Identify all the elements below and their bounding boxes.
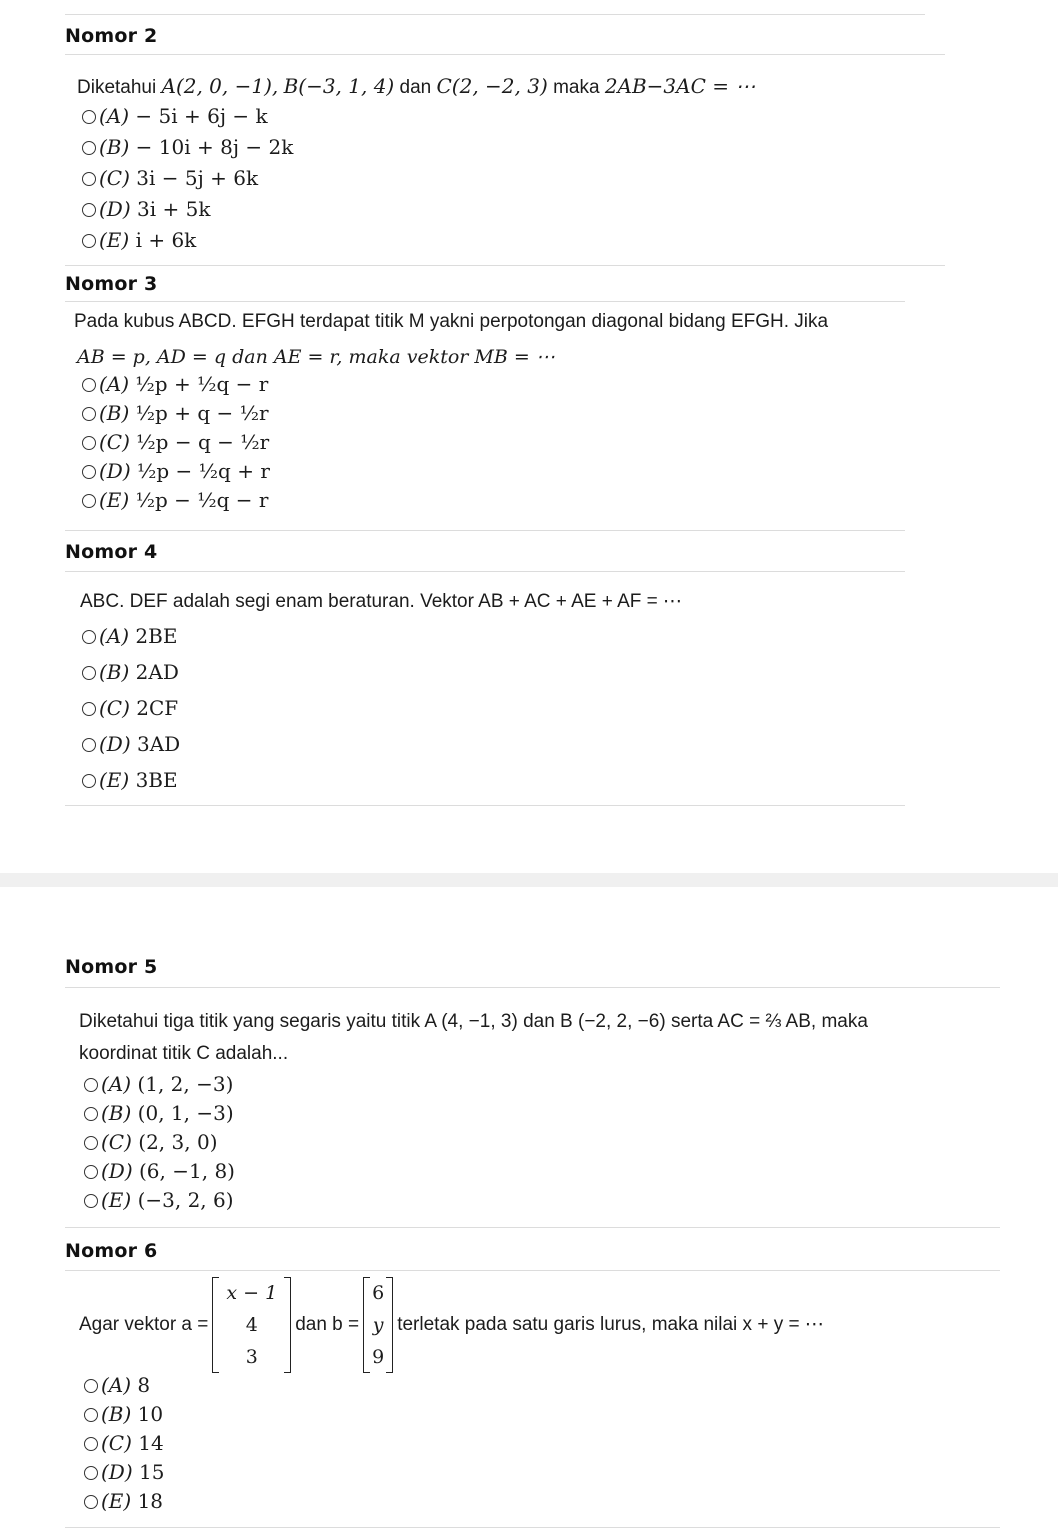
matrix-cell: y bbox=[372, 1314, 384, 1336]
answer-option[interactable] bbox=[82, 694, 178, 722]
option-label: (D) bbox=[99, 732, 131, 756]
answer-option[interactable] bbox=[82, 457, 270, 485]
option-text: ½p − ½q − r bbox=[135, 488, 269, 512]
option-label: (C) bbox=[99, 696, 130, 720]
bracket-left bbox=[212, 1277, 219, 1373]
answer-option[interactable] bbox=[82, 486, 268, 514]
option-text: ½p − ½q + r bbox=[137, 459, 270, 483]
answer-option[interactable] bbox=[84, 1487, 163, 1515]
matrix-cell: 3 bbox=[245, 1346, 258, 1368]
matrix-cell: x − 1 bbox=[226, 1282, 278, 1304]
option-label: (A) bbox=[99, 372, 130, 396]
option-text: 2CF bbox=[136, 696, 179, 720]
bracket-left bbox=[363, 1277, 370, 1373]
divider bbox=[65, 54, 945, 55]
question-stem-4: ABC. DEF adalah segi enam beraturan. Vektor AB + AC + AE + AF = ⋯ bbox=[80, 591, 682, 612]
question-title-4: Nomor 4 bbox=[65, 541, 158, 563]
divider bbox=[65, 265, 945, 266]
answer-option[interactable] bbox=[82, 658, 179, 686]
option-text: 3BE bbox=[135, 768, 178, 792]
option-label: (E) bbox=[99, 228, 130, 252]
point-c: C(2, −2, 3) bbox=[436, 74, 548, 98]
radio-button[interactable] bbox=[82, 172, 96, 186]
option-text: ½p + q − ½r bbox=[135, 401, 269, 425]
option-text: 2BE bbox=[135, 624, 178, 648]
vector-a-matrix bbox=[212, 1277, 291, 1373]
question-title-3: Nomor 3 bbox=[65, 273, 158, 295]
answer-option[interactable] bbox=[82, 730, 180, 758]
option-label: (C) bbox=[101, 1130, 132, 1154]
answer-option[interactable] bbox=[84, 1371, 150, 1399]
option-text: 10 bbox=[137, 1402, 164, 1426]
radio-button[interactable] bbox=[84, 1437, 98, 1451]
option-text: (1, 2, −3) bbox=[137, 1072, 234, 1096]
divider bbox=[65, 1527, 1000, 1528]
answer-option[interactable] bbox=[82, 622, 177, 650]
radio-button[interactable] bbox=[82, 738, 96, 752]
answer-option[interactable] bbox=[82, 226, 196, 254]
option-text: 3i − 5j + 6k bbox=[136, 166, 259, 190]
option-label: (B) bbox=[99, 135, 130, 159]
option-label: (E) bbox=[99, 488, 130, 512]
bracket-right bbox=[284, 1277, 291, 1373]
option-text: 8 bbox=[137, 1373, 151, 1397]
radio-button[interactable] bbox=[84, 1136, 98, 1150]
option-text: (2, 3, 0) bbox=[138, 1130, 218, 1154]
bracket-right bbox=[386, 1277, 393, 1373]
point-a: A(2, 0, −1), bbox=[161, 74, 279, 98]
question-title-5: Nomor 5 bbox=[65, 956, 158, 978]
option-label: (B) bbox=[99, 401, 130, 425]
radio-button[interactable] bbox=[82, 436, 96, 450]
radio-button[interactable] bbox=[84, 1165, 98, 1179]
question-title-6: Nomor 6 bbox=[65, 1240, 158, 1262]
answer-option[interactable] bbox=[82, 195, 210, 223]
radio-button[interactable] bbox=[82, 465, 96, 479]
option-label: (E) bbox=[101, 1188, 132, 1212]
divider bbox=[65, 301, 905, 302]
vector-expression: 2AB−3AC = ⋯ bbox=[604, 74, 756, 98]
option-label: (D) bbox=[101, 1159, 133, 1183]
stem-text: maka bbox=[553, 77, 600, 98]
answer-option[interactable] bbox=[82, 428, 269, 456]
answer-option[interactable] bbox=[84, 1099, 234, 1127]
option-text: − 10i + 8j − 2k bbox=[135, 135, 294, 159]
point-b: B(−3, 1, 4) bbox=[283, 74, 395, 98]
section-separator bbox=[0, 873, 1058, 887]
radio-button[interactable] bbox=[84, 1379, 98, 1393]
option-text: 2AD bbox=[135, 660, 179, 684]
radio-button[interactable] bbox=[84, 1194, 98, 1208]
option-text: (0, 1, −3) bbox=[137, 1101, 234, 1125]
answer-option[interactable] bbox=[82, 102, 268, 130]
option-label: (A) bbox=[101, 1072, 132, 1096]
radio-button[interactable] bbox=[84, 1466, 98, 1480]
option-text: 14 bbox=[138, 1431, 164, 1455]
question-stem-3-line1: Pada kubus ABCD. EFGH terdapat titik M yakni perpotongan diagonal bidang EFGH. Jika bbox=[74, 311, 829, 332]
radio-button[interactable] bbox=[84, 1107, 98, 1121]
radio-button[interactable] bbox=[82, 702, 96, 716]
option-label: (D) bbox=[99, 459, 131, 483]
answer-option[interactable] bbox=[82, 399, 269, 427]
option-text: 15 bbox=[139, 1460, 165, 1484]
radio-button[interactable] bbox=[84, 1078, 98, 1092]
divider bbox=[65, 1270, 1000, 1271]
radio-button[interactable] bbox=[82, 666, 96, 680]
option-label: (B) bbox=[99, 660, 130, 684]
radio-button[interactable] bbox=[82, 203, 96, 217]
radio-button[interactable] bbox=[82, 407, 96, 421]
option-label: (A) bbox=[99, 624, 130, 648]
option-text: 18 bbox=[137, 1489, 164, 1513]
stem-text: dan b = bbox=[295, 1314, 360, 1335]
question-stem-3-line2: AB = p, AD = q dan AE = r, maka vektor MB = ⋯ bbox=[77, 346, 555, 368]
divider bbox=[65, 530, 905, 531]
option-label: (D) bbox=[101, 1460, 133, 1484]
radio-button[interactable] bbox=[82, 774, 96, 788]
matrix-cell: 9 bbox=[372, 1346, 385, 1368]
answer-option[interactable] bbox=[82, 164, 258, 192]
radio-button[interactable] bbox=[82, 630, 96, 644]
divider bbox=[65, 987, 1000, 988]
answer-option[interactable] bbox=[84, 1070, 233, 1098]
question-stem-6 bbox=[79, 1277, 824, 1373]
option-text: ½p + ½q − r bbox=[135, 372, 269, 396]
answer-option[interactable] bbox=[84, 1400, 163, 1428]
answer-option[interactable] bbox=[82, 766, 178, 794]
divider bbox=[65, 805, 905, 806]
answer-option[interactable] bbox=[84, 1128, 218, 1156]
answer-option[interactable] bbox=[84, 1429, 164, 1457]
radio-button[interactable] bbox=[84, 1408, 98, 1422]
radio-button[interactable] bbox=[82, 494, 96, 508]
radio-button[interactable] bbox=[82, 234, 96, 248]
question-stem-5-line1: Diketahui tiga titik yang segaris yaitu titik A (4, −1, 3) dan B (−2, 2, −6) serta AC = ⅔ AB, maka bbox=[79, 1011, 868, 1032]
divider bbox=[65, 571, 905, 572]
option-label: (A) bbox=[101, 1373, 132, 1397]
option-label: (E) bbox=[101, 1489, 132, 1513]
stem-text: Diketahui bbox=[77, 77, 157, 98]
option-label: (D) bbox=[99, 197, 131, 221]
option-label: (B) bbox=[101, 1101, 132, 1125]
question-stem-5-line2: koordinat titik C adalah... bbox=[79, 1043, 289, 1064]
answer-option[interactable] bbox=[84, 1458, 164, 1486]
question-stem-2 bbox=[77, 70, 755, 104]
option-label: (C) bbox=[99, 166, 130, 190]
option-label: (A) bbox=[99, 104, 130, 128]
option-text: (6, −1, 8) bbox=[139, 1159, 235, 1183]
stem-text: terletak pada satu garis lurus, maka nilai x + y = ⋯ bbox=[397, 1314, 824, 1335]
option-text: − 5i + 6j − k bbox=[135, 104, 268, 128]
vector-b-matrix bbox=[363, 1277, 393, 1373]
answer-option[interactable] bbox=[84, 1157, 235, 1185]
divider bbox=[65, 1227, 1000, 1228]
option-text: 3i + 5k bbox=[137, 197, 211, 221]
stem-text: Agar vektor a = bbox=[79, 1314, 209, 1335]
stem-text: dan bbox=[399, 77, 432, 98]
matrix-cell: 6 bbox=[372, 1282, 385, 1304]
matrix-cell: 4 bbox=[245, 1314, 258, 1336]
option-label: (C) bbox=[99, 430, 130, 454]
radio-button[interactable] bbox=[82, 378, 96, 392]
radio-button[interactable] bbox=[82, 110, 96, 124]
option-label: (B) bbox=[101, 1402, 132, 1426]
radio-button[interactable] bbox=[84, 1495, 98, 1509]
option-text: (−3, 2, 6) bbox=[137, 1188, 234, 1212]
answer-option[interactable] bbox=[84, 1186, 234, 1214]
question-title-2: Nomor 2 bbox=[65, 25, 158, 47]
option-text: i + 6k bbox=[135, 228, 197, 252]
option-text: ½p − q − ½r bbox=[136, 430, 270, 454]
option-text: 3AD bbox=[137, 732, 181, 756]
answer-option[interactable] bbox=[82, 133, 293, 161]
option-label: (C) bbox=[101, 1431, 132, 1455]
radio-button[interactable] bbox=[82, 141, 96, 155]
option-label: (E) bbox=[99, 768, 130, 792]
divider bbox=[65, 14, 925, 15]
answer-option[interactable] bbox=[82, 370, 268, 398]
